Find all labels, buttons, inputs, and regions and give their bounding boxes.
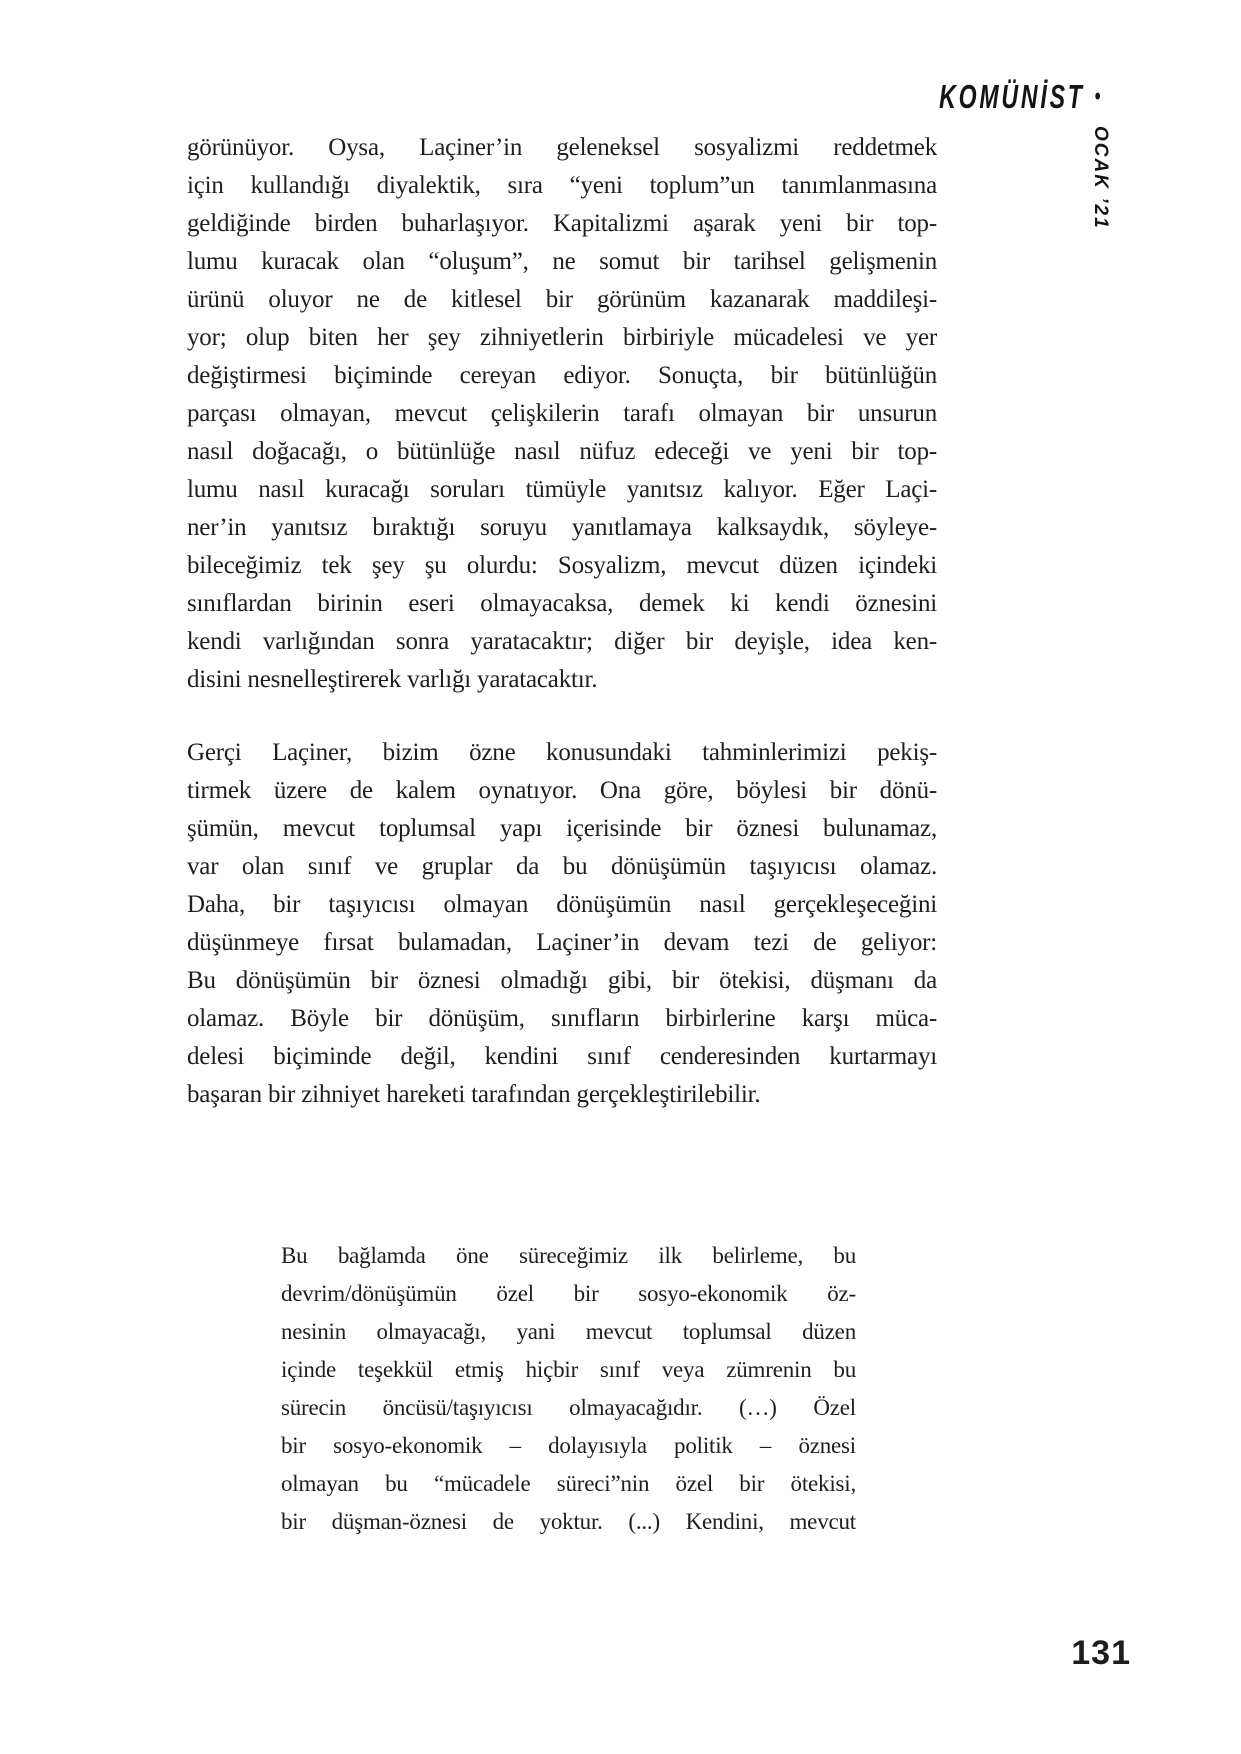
journal-header bbox=[939, 78, 1100, 116]
header-bullet-icon: • bbox=[1094, 83, 1100, 110]
text-line: şümün, mevcut toplumsal yapı içerisinde bir öznesi bulunamaz, bbox=[187, 815, 937, 842]
text-line: tirmek üzere de kalem oynatıyor. Ona göre, böylesi bir dönü- bbox=[187, 777, 937, 804]
quote-line: Bu bağlamda öne süreceğimiz ilk belirleme, bu bbox=[281, 1243, 856, 1268]
text-line: için kullandığı diyalektik, sıra “yeni toplum”un tanımlanmasına bbox=[187, 172, 937, 199]
text-line: var olan sınıf ve gruplar da bu dönüşümün taşıyıcısı olamaz. bbox=[187, 853, 937, 880]
text-line: geldiğinde birden buharlaşıyor. Kapitalizmi aşarak yeni bir top- bbox=[187, 210, 937, 237]
text-line: lumu kuracak olan “oluşum”, ne somut bir tarihsel gelişmenin bbox=[187, 248, 937, 275]
quote-line: bir sosyo-ekonomik – dolayısıyla politik – öznesi bbox=[281, 1433, 856, 1458]
quote-line: olmayan bu “mücadele süreci”nin özel bir ötekisi, bbox=[281, 1471, 856, 1496]
text-line: ürünü oluyor ne de kitlesel bir görünüm kazanarak maddileşi- bbox=[187, 286, 937, 313]
text-line: ner’in yanıtsız bıraktığı soruyu yanıtlamaya kalksaydık, söyleye- bbox=[187, 514, 937, 541]
text-line: düşünmeye fırsat bulamadan, Laçiner’in devam tezi de geliyor: bbox=[187, 929, 937, 956]
text-line: değiştirmesi biçiminde cereyan ediyor. Sonuçta, bir bütünlüğün bbox=[187, 362, 937, 389]
paragraph-1 bbox=[187, 129, 937, 699]
text-line: disini nesnelleştirerek varlığı yaratacaktır. bbox=[187, 666, 598, 693]
text-line: delesi biçiminde değil, kendini sınıf cenderesinden kurtarmayı bbox=[187, 1043, 937, 1070]
text-column bbox=[187, 129, 937, 1541]
text-line: Daha, bir taşıyıcısı olmayan dönüşümün nasıl gerçekleşeceğini bbox=[187, 891, 937, 918]
text-line: nasıl doğacağı, o bütünlüğe nasıl nüfuz edeceği ve yeni bir top- bbox=[187, 438, 937, 465]
quote-line: devrim/dönüşümün özel bir sosyo-ekonomik öz- bbox=[281, 1281, 856, 1306]
text-line: Bu dönüşümün bir öznesi olmadığı gibi, bir ötekisi, düşmanı da bbox=[187, 967, 937, 994]
text-line: başaran bir zihniyet hareketi tarafından gerçekleştirilebilir. bbox=[187, 1081, 761, 1108]
text-line: Gerçi Laçiner, bizim özne konusundaki tahminlerimizi pekiş- bbox=[187, 739, 937, 766]
text-line: parçası olmayan, mevcut çelişkilerin tarafı olmayan bir unsurun bbox=[187, 400, 937, 427]
text-line: lumu nasıl kuracağı soruları tümüyle yanıtsız kalıyor. Eğer Laçi- bbox=[187, 476, 937, 503]
text-line: olamaz. Böyle bir dönüşüm, sınıfların birbirlerine karşı müca- bbox=[187, 1005, 937, 1032]
quote-line: nesinin olmayacağı, yani mevcut toplumsal düzen bbox=[281, 1319, 856, 1344]
text-line: yor; olup biten her şey zihniyetlerin birbiriyle mücadelesi ve yer bbox=[187, 324, 937, 351]
quote-line: bir düşman-öznesi de yoktur. (...) Kendini, mevcut bbox=[281, 1509, 856, 1534]
quote-line: içinde teşekkül etmiş hiçbir sınıf veya zümrenin bu bbox=[281, 1357, 856, 1382]
text-line: görünüyor. Oysa, Laçiner’in geleneksel sosyalizmi reddetmek bbox=[187, 134, 937, 161]
quote-line: sürecin öncüsü/taşıyıcısı olmayacağıdır. (…) Özel bbox=[281, 1395, 856, 1420]
blockquote bbox=[281, 1237, 856, 1541]
text-line: bileceğimiz tek şey şu olurdu: Sosyalizm, mevcut düzen içindeki bbox=[187, 552, 937, 579]
issue-date-vertical: OCAK ’21 bbox=[1090, 126, 1111, 230]
paragraph-2 bbox=[187, 734, 937, 1114]
text-line: sınıflardan birinin eseri olmayacaksa, demek ki kendi öznesini bbox=[187, 590, 937, 617]
text-line: kendi varlığından sonra yaratacaktır; diğer bir deyişle, idea ken- bbox=[187, 628, 937, 655]
page-number: 131 bbox=[1071, 1634, 1131, 1672]
journal-title: KOMÜNİST bbox=[938, 78, 1085, 115]
